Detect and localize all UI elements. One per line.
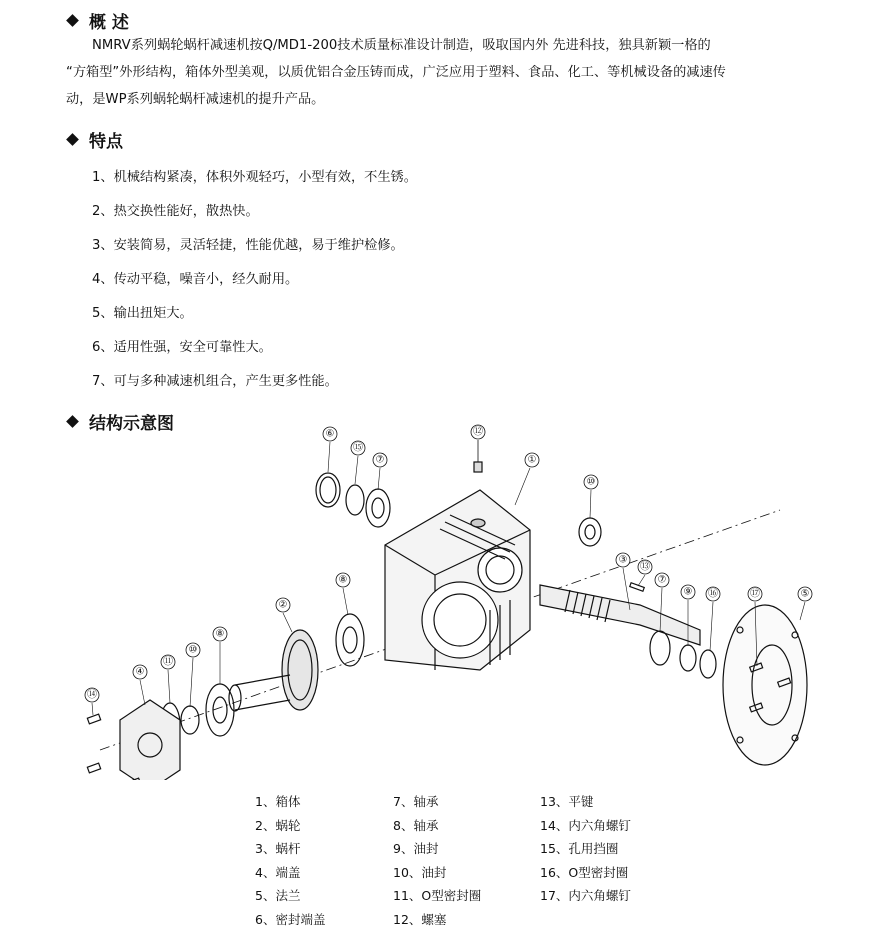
legend-item: 4、端盖 — [255, 864, 301, 880]
feature-item: 7、可与多种减速机组合，产生更多性能。 — [92, 374, 338, 389]
worm-gear-part — [229, 630, 318, 711]
bearing-7b-part — [650, 631, 670, 665]
overview-line: NMRV系列蜗轮蜗杆减速机按Q/MD1-200技术质量标准设计制造，吸取国内外 先进科技，独具新颖一格的 — [92, 38, 711, 53]
legend-item: 8、轴承 — [393, 817, 439, 833]
legend-column-3 — [540, 790, 631, 908]
callout-label: ⑩ — [586, 476, 596, 488]
legend-item: 16、O型密封圈 — [540, 864, 629, 880]
diamond-bullet-icon — [66, 133, 79, 146]
diagram-heading: 结构示意图 — [66, 409, 174, 434]
feature-item: 6、适用性强，安全可靠性大。 — [92, 340, 272, 355]
legend-column-1 — [255, 790, 325, 931]
callout-label: ⑫ — [473, 426, 483, 438]
key-part — [630, 583, 645, 592]
worm-shaft-part — [540, 585, 700, 645]
oil-seal-10b-part — [181, 706, 199, 734]
callout-label: ⑦ — [375, 454, 385, 466]
bearing-8b-part — [206, 684, 234, 736]
legend-item: 1、箱体 — [255, 794, 301, 809]
feature-item: 3、安装简易，灵活轻捷，性能优越，易于维护检修。 — [92, 238, 404, 253]
callout-label: ④ — [135, 666, 145, 678]
callout-label: ⑧ — [215, 628, 225, 640]
callout-label: ① — [527, 454, 537, 466]
plug-part — [474, 440, 482, 472]
callout-label: ⑰ — [750, 588, 760, 600]
o-ring-16-part — [700, 650, 716, 678]
exploded-view-diagram — [60, 420, 840, 780]
feature-item: 1、机械结构紧凑，体积外观轻巧，小型有效，不生锈。 — [92, 170, 417, 185]
overview-line: 动，是WP系列蜗轮蜗杆减速机的提升产品。 — [66, 92, 325, 107]
legend-item: 12、螺塞 — [393, 911, 447, 927]
oil-seal-right-part — [579, 518, 601, 546]
callout-label: ⑭ — [87, 689, 97, 701]
housing-box-part — [385, 490, 530, 670]
bearing-8-part — [336, 614, 364, 666]
features-heading: 特点 — [66, 127, 123, 152]
callout-label: ⑧ — [338, 574, 348, 586]
callout-label: ⑦ — [657, 574, 667, 586]
callout-label: ⑥ — [325, 428, 335, 440]
callout-label: ⑯ — [708, 588, 718, 600]
end-cover-part — [120, 700, 180, 780]
feature-item: 5、输出扭矩大。 — [92, 306, 193, 321]
legend-item: 6、密封端盖 — [255, 911, 326, 927]
overview-paragraph — [66, 32, 836, 113]
legend-item: 17、内六角螺钉 — [540, 888, 631, 903]
legend-item: 9、油封 — [393, 841, 439, 856]
callout-label: ③ — [618, 554, 628, 566]
legend-item: 15、孔用挡圈 — [540, 841, 619, 856]
legend-item: 5、法兰 — [255, 888, 301, 903]
legend-item: 14、内六角螺钉 — [540, 817, 631, 833]
callout-label: ⑨ — [683, 586, 693, 598]
callout-label: ⑮ — [353, 442, 363, 454]
legend-column-2 — [393, 790, 481, 931]
callout-label: ② — [278, 599, 288, 611]
callout-label: ⑪ — [163, 656, 173, 668]
legend-item: 3、蜗杆 — [255, 841, 301, 856]
overview-line: “方箱型”外形结构，箱体外型美观，以质优铝合金压铸而成，广泛应用于塑料、食品、化工、等机械设备的减速传 — [66, 65, 726, 80]
circlip-part — [346, 485, 364, 515]
feature-item: 2、热交换性能好，散热快。 — [92, 204, 259, 219]
flange-part — [723, 605, 807, 765]
callout-label: ⑤ — [800, 588, 810, 600]
overview-heading: 概 述 — [66, 8, 129, 33]
oil-seal-9-part — [680, 645, 696, 671]
legend-item: 2、蜗轮 — [255, 817, 301, 833]
feature-item: 4、传动平稳，噪音小，经久耐用。 — [92, 272, 299, 287]
callout-label: ⑩ — [188, 644, 198, 656]
legend-item: 11、O型密封圈 — [393, 888, 482, 903]
callout-label: ⑬ — [640, 561, 650, 573]
legend-item: 10、油封 — [393, 864, 447, 880]
bearing-7-part — [366, 489, 390, 527]
diamond-bullet-icon — [66, 14, 79, 27]
legend-item: 13、平键 — [540, 794, 594, 809]
legend-item: 7、轴承 — [393, 794, 439, 809]
